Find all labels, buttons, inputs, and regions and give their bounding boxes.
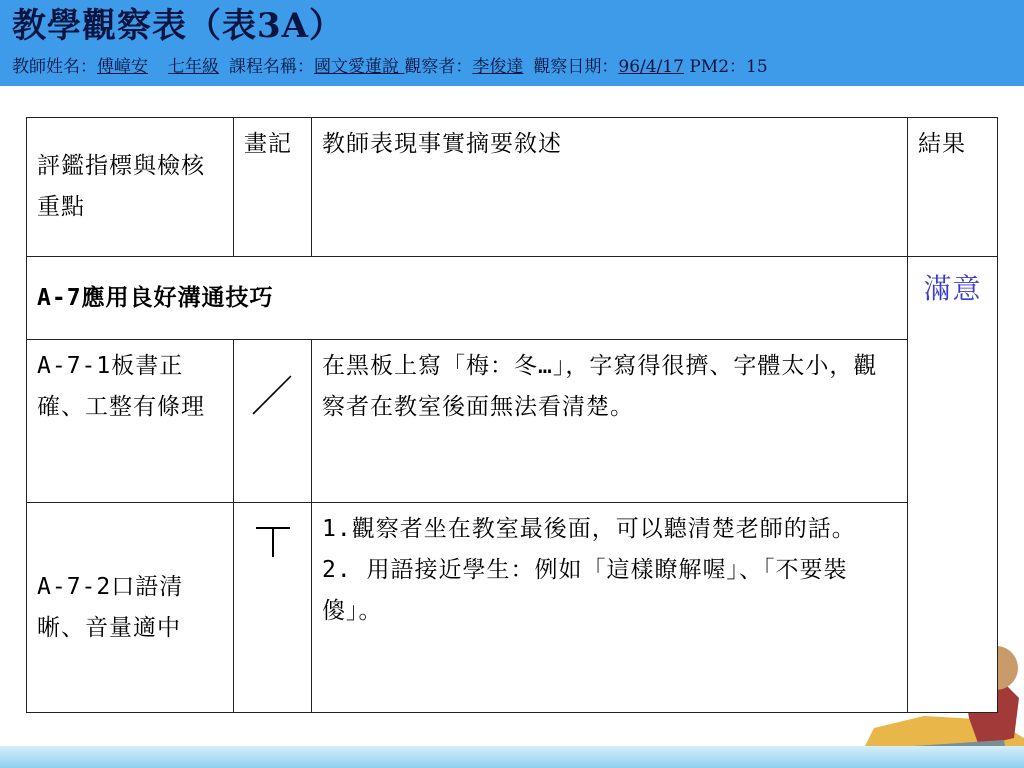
- section-title: A-7應用良好溝通技巧: [27, 257, 908, 340]
- date-label: 觀察日期：: [533, 57, 619, 77]
- description-cell: [312, 503, 908, 713]
- indicator-cell: A-7-2口語清晰、音量適中: [27, 503, 234, 713]
- description-cell: 在黑板上寫「梅：冬…」，字寫得很擠、字體太小，觀察者在教室後面無法看清楚。: [312, 340, 908, 503]
- course-name: 國文愛蓮說: [314, 57, 405, 77]
- header-description: 教師表現事實摘要敘述: [312, 118, 908, 257]
- header-bar: [0, 0, 1024, 86]
- header-result: 結果: [908, 118, 998, 257]
- grade: 七年級: [168, 57, 219, 77]
- observation-table: [26, 117, 998, 713]
- tally-cell: [234, 340, 312, 503]
- table-row: [27, 503, 998, 713]
- teacher-name: 傅嶂安: [97, 57, 148, 77]
- page-title: 教學觀察表（表3A）: [12, 6, 345, 46]
- time-value: PM2：15: [683, 57, 768, 77]
- bottom-bar: [0, 746, 1024, 768]
- tally-t-mark: [256, 527, 290, 557]
- description-line-2: 2. 用語接近學生：例如「這樣瞭解喔」、「不要裝傻」。: [322, 557, 848, 624]
- observer-label: 觀察者：: [404, 57, 473, 77]
- indicator-cell: A-7-1板書正確、工整有條理: [27, 340, 234, 503]
- result-cell: [908, 257, 998, 713]
- date-value: 96/4/17: [618, 57, 684, 77]
- course-label: 課程名稱：: [229, 57, 314, 77]
- table-row: [27, 340, 998, 503]
- section-row: [27, 257, 998, 340]
- tally-cell: [234, 503, 312, 713]
- header-info: [12, 55, 768, 79]
- observer-name: 李俊達: [472, 57, 524, 77]
- result-value: 滿意: [923, 272, 982, 305]
- tally-slash-mark: ／: [250, 372, 294, 421]
- table-header-row: [27, 118, 998, 257]
- header-tally: 畫記: [234, 118, 312, 257]
- header-indicator: 評鑑指標與檢核重點: [27, 118, 234, 257]
- description-line-1: 1.觀察者坐在教室最後面，可以聽清楚老師的話。: [322, 516, 856, 542]
- teacher-label: 教師姓名：: [12, 57, 97, 77]
